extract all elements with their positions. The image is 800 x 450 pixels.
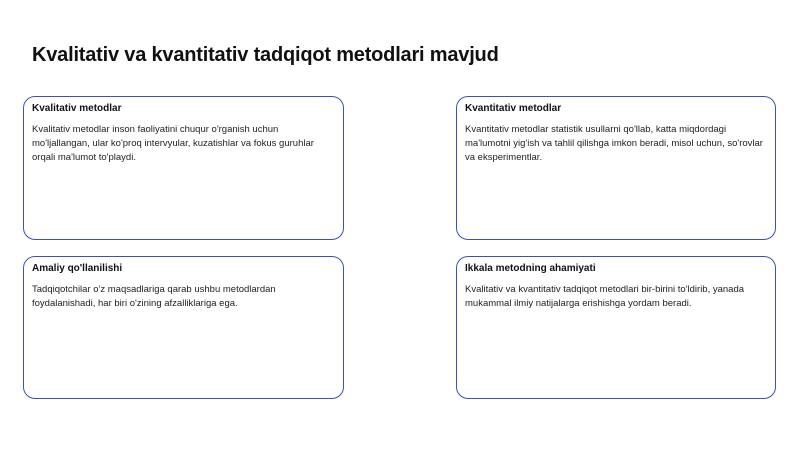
card-title: Kvalitativ metodlar — [32, 103, 122, 114]
card-text: Tadqiqotchilar o'z maqsadlariga qarab ushbu metodlardan foydalanishadi, har biri o'zining afzalliklariga ega. — [32, 284, 276, 309]
card-title: Amaliy qo'llanilishi — [32, 263, 123, 274]
card-text: Kvantitativ metodlar statistik usullarni qo'llab, katta miqdordagi ma'lumotni yig'ish va tahlil qilishga imkon beradi, misol uchun, so'rovlar va eksperimentlar. — [465, 124, 763, 163]
card-title: Kvantitativ metodlar — [465, 103, 562, 114]
card-text: Kvalitativ metodlar inson faoliyatini chuqur o'rganish uchun mo'ljallangan, ular ko'proq intervyular, kuzatishlar va fokus guruhlar orqali ma'lumot to'playdi. — [32, 124, 314, 163]
card-importance-of-both-methods — [456, 256, 776, 399]
card-text: Kvalitativ va kvantitativ tadqiqot metodlari bir-birini to'ldirib, yanada mukammal ilmiy natijalarga erishishga yordam beradi. — [465, 284, 745, 309]
card-title: Ikkala metodning ahamiyati — [465, 263, 596, 274]
card-qualitative-methods — [23, 96, 344, 240]
card-practical-application — [23, 256, 344, 399]
slide-title: Kvalitativ va kvantitativ tadqiqot metodlari mavjud — [32, 44, 499, 66]
card-quantitative-methods — [456, 96, 776, 240]
